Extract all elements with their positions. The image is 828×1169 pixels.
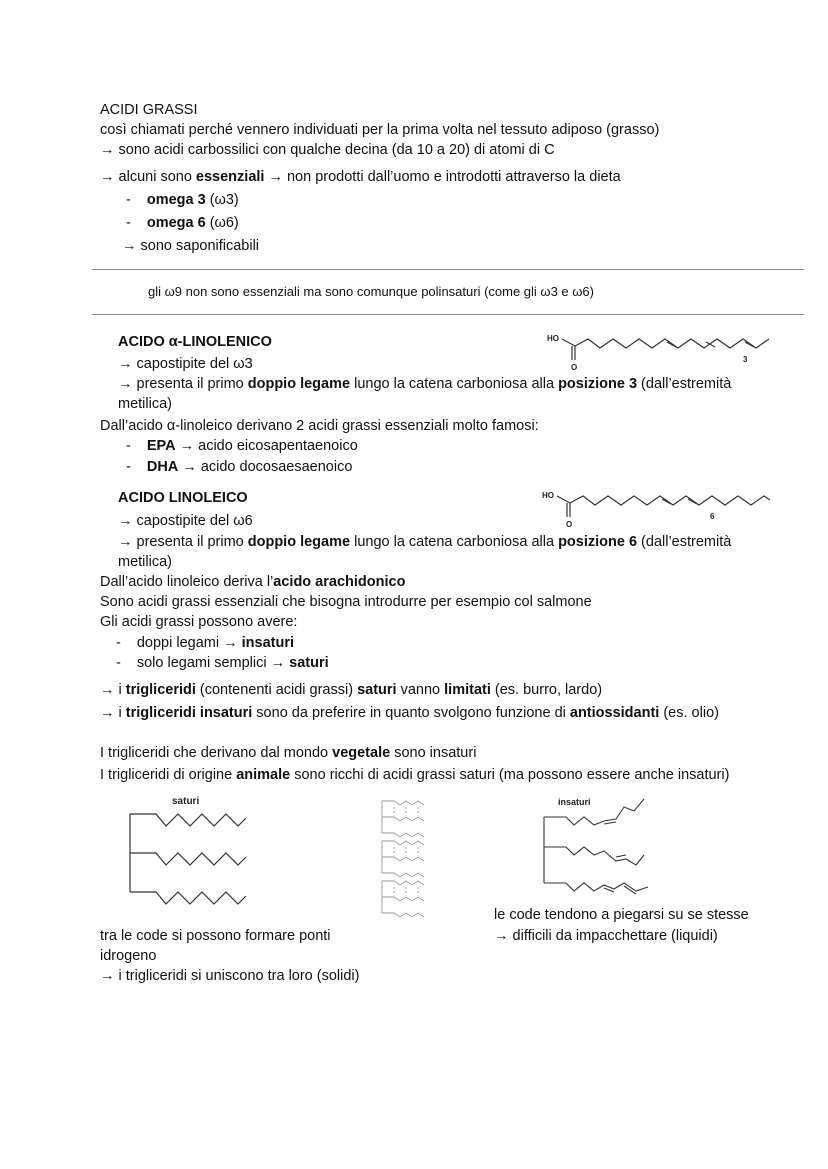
- linoleic-double-bond-cont: metilica): [118, 554, 172, 570]
- omega6-item: - omega 6 (ω6): [126, 215, 239, 231]
- essential-salmon-line: Sono acidi grassi essenziali che bisogna introdurre per esempio col salmone: [100, 594, 592, 610]
- alpha-progenitor: → capostipite del ω3: [118, 356, 253, 372]
- caption-left-2: idrogeno: [100, 948, 157, 964]
- intro-line-2: → sono acidi carbossilici con qualche decina (da 10 a 20) di atomi di C: [100, 142, 555, 158]
- saponifiable-line: → sono saponificabili: [122, 238, 260, 254]
- mol-o-label: O: [566, 520, 573, 529]
- saturated-label: saturi: [172, 796, 200, 807]
- essential-line: → alcuni sono essenziali → non prodotti dall’uomo e introdotti attraverso la dieta: [100, 169, 621, 185]
- epa-item: - EPA → acido eicosapentaenoico: [126, 438, 358, 454]
- unsaturated-item: - doppi legami → insaturi: [116, 635, 294, 651]
- mol-ho-label: HO: [542, 491, 554, 500]
- linoleic-double-bond: → presenta il primo doppio legame lungo la catena carboniosa alla posizione 6 (dall’estremità: [118, 534, 732, 550]
- mol-ho-label: HO: [547, 334, 559, 343]
- alpha-derive: Dall’acido α-linoleico derivano 2 acidi grassi essenziali molto famosi:: [100, 418, 539, 434]
- omega9-note: gli ω9 non sono essenziali ma sono comunque polinsaturi (come gli ω3 e ω6): [148, 284, 594, 299]
- mol-o-label: O: [571, 363, 578, 372]
- linoleic-heading: ACIDO LINOLEICO: [118, 490, 248, 506]
- caption-left-3: → i trigliceridi si uniscono tra loro (solidi): [100, 968, 360, 984]
- mol-position-label: 3: [743, 355, 748, 364]
- trig-unsaturated-line: → i trigliceridi insaturi sono da preferire in quanto svolgono funzione di antiossidanti (es. olio): [100, 705, 719, 721]
- trig-saturated-line: → i trigliceridi (contenenti acidi grassi) saturi vanno limitati (es. burro, lardo): [100, 682, 603, 698]
- linoleic-progenitor: → capostipite del ω6: [118, 513, 253, 529]
- dha-item: - DHA → acido docosaesaenoico: [126, 459, 353, 475]
- caption-right-1: le code tendono a piegarsi su se stesse: [494, 907, 749, 923]
- intro-line-1: così chiamati perché vennero individuati per la prima volta nel tessuto adiposo (grasso): [100, 122, 660, 138]
- alpha-linolenic-molecule: [545, 330, 775, 380]
- alpha-double-bond-cont: metilica): [118, 396, 172, 412]
- packed-chains-figure: [380, 797, 430, 917]
- page-title: ACIDI GRASSI: [100, 102, 198, 118]
- linoleic-molecule: [540, 487, 770, 537]
- alpha-double-bond: → presenta il primo doppio legame lungo la catena carboniosa alla posizione 3 (dall’estremità: [118, 376, 732, 392]
- caption-right-2: → difficili da impacchettare (liquidi): [494, 928, 718, 944]
- unsaturated-label: insaturi: [558, 797, 591, 807]
- unsaturated-triglyceride-figure: [540, 793, 660, 903]
- saturated-triglyceride-figure: [128, 793, 258, 908]
- caption-left-1: tra le code si possono formare ponti: [100, 928, 331, 944]
- omega3-item: - omega 3 (ω3): [126, 192, 239, 208]
- trig-animal-line: I trigliceridi di origine animale sono ricchi di acidi grassi saturi (ma possono essere anche insaturi): [100, 767, 730, 783]
- can-have-line: Gli acidi grassi possono avere:: [100, 614, 298, 630]
- alpha-linolenic-heading: ACIDO α-LINOLENICO: [118, 334, 272, 350]
- saturated-item: - solo legami semplici → saturi: [116, 655, 329, 671]
- mol-position-label: 6: [710, 512, 715, 521]
- linoleic-derive: Dall’acido linoleico deriva l’acido arachidonico: [100, 574, 406, 590]
- divider-top: [92, 269, 804, 270]
- trig-vegetable-line: I trigliceridi che derivano dal mondo vegetale sono insaturi: [100, 745, 477, 761]
- divider-bottom: [92, 314, 804, 315]
